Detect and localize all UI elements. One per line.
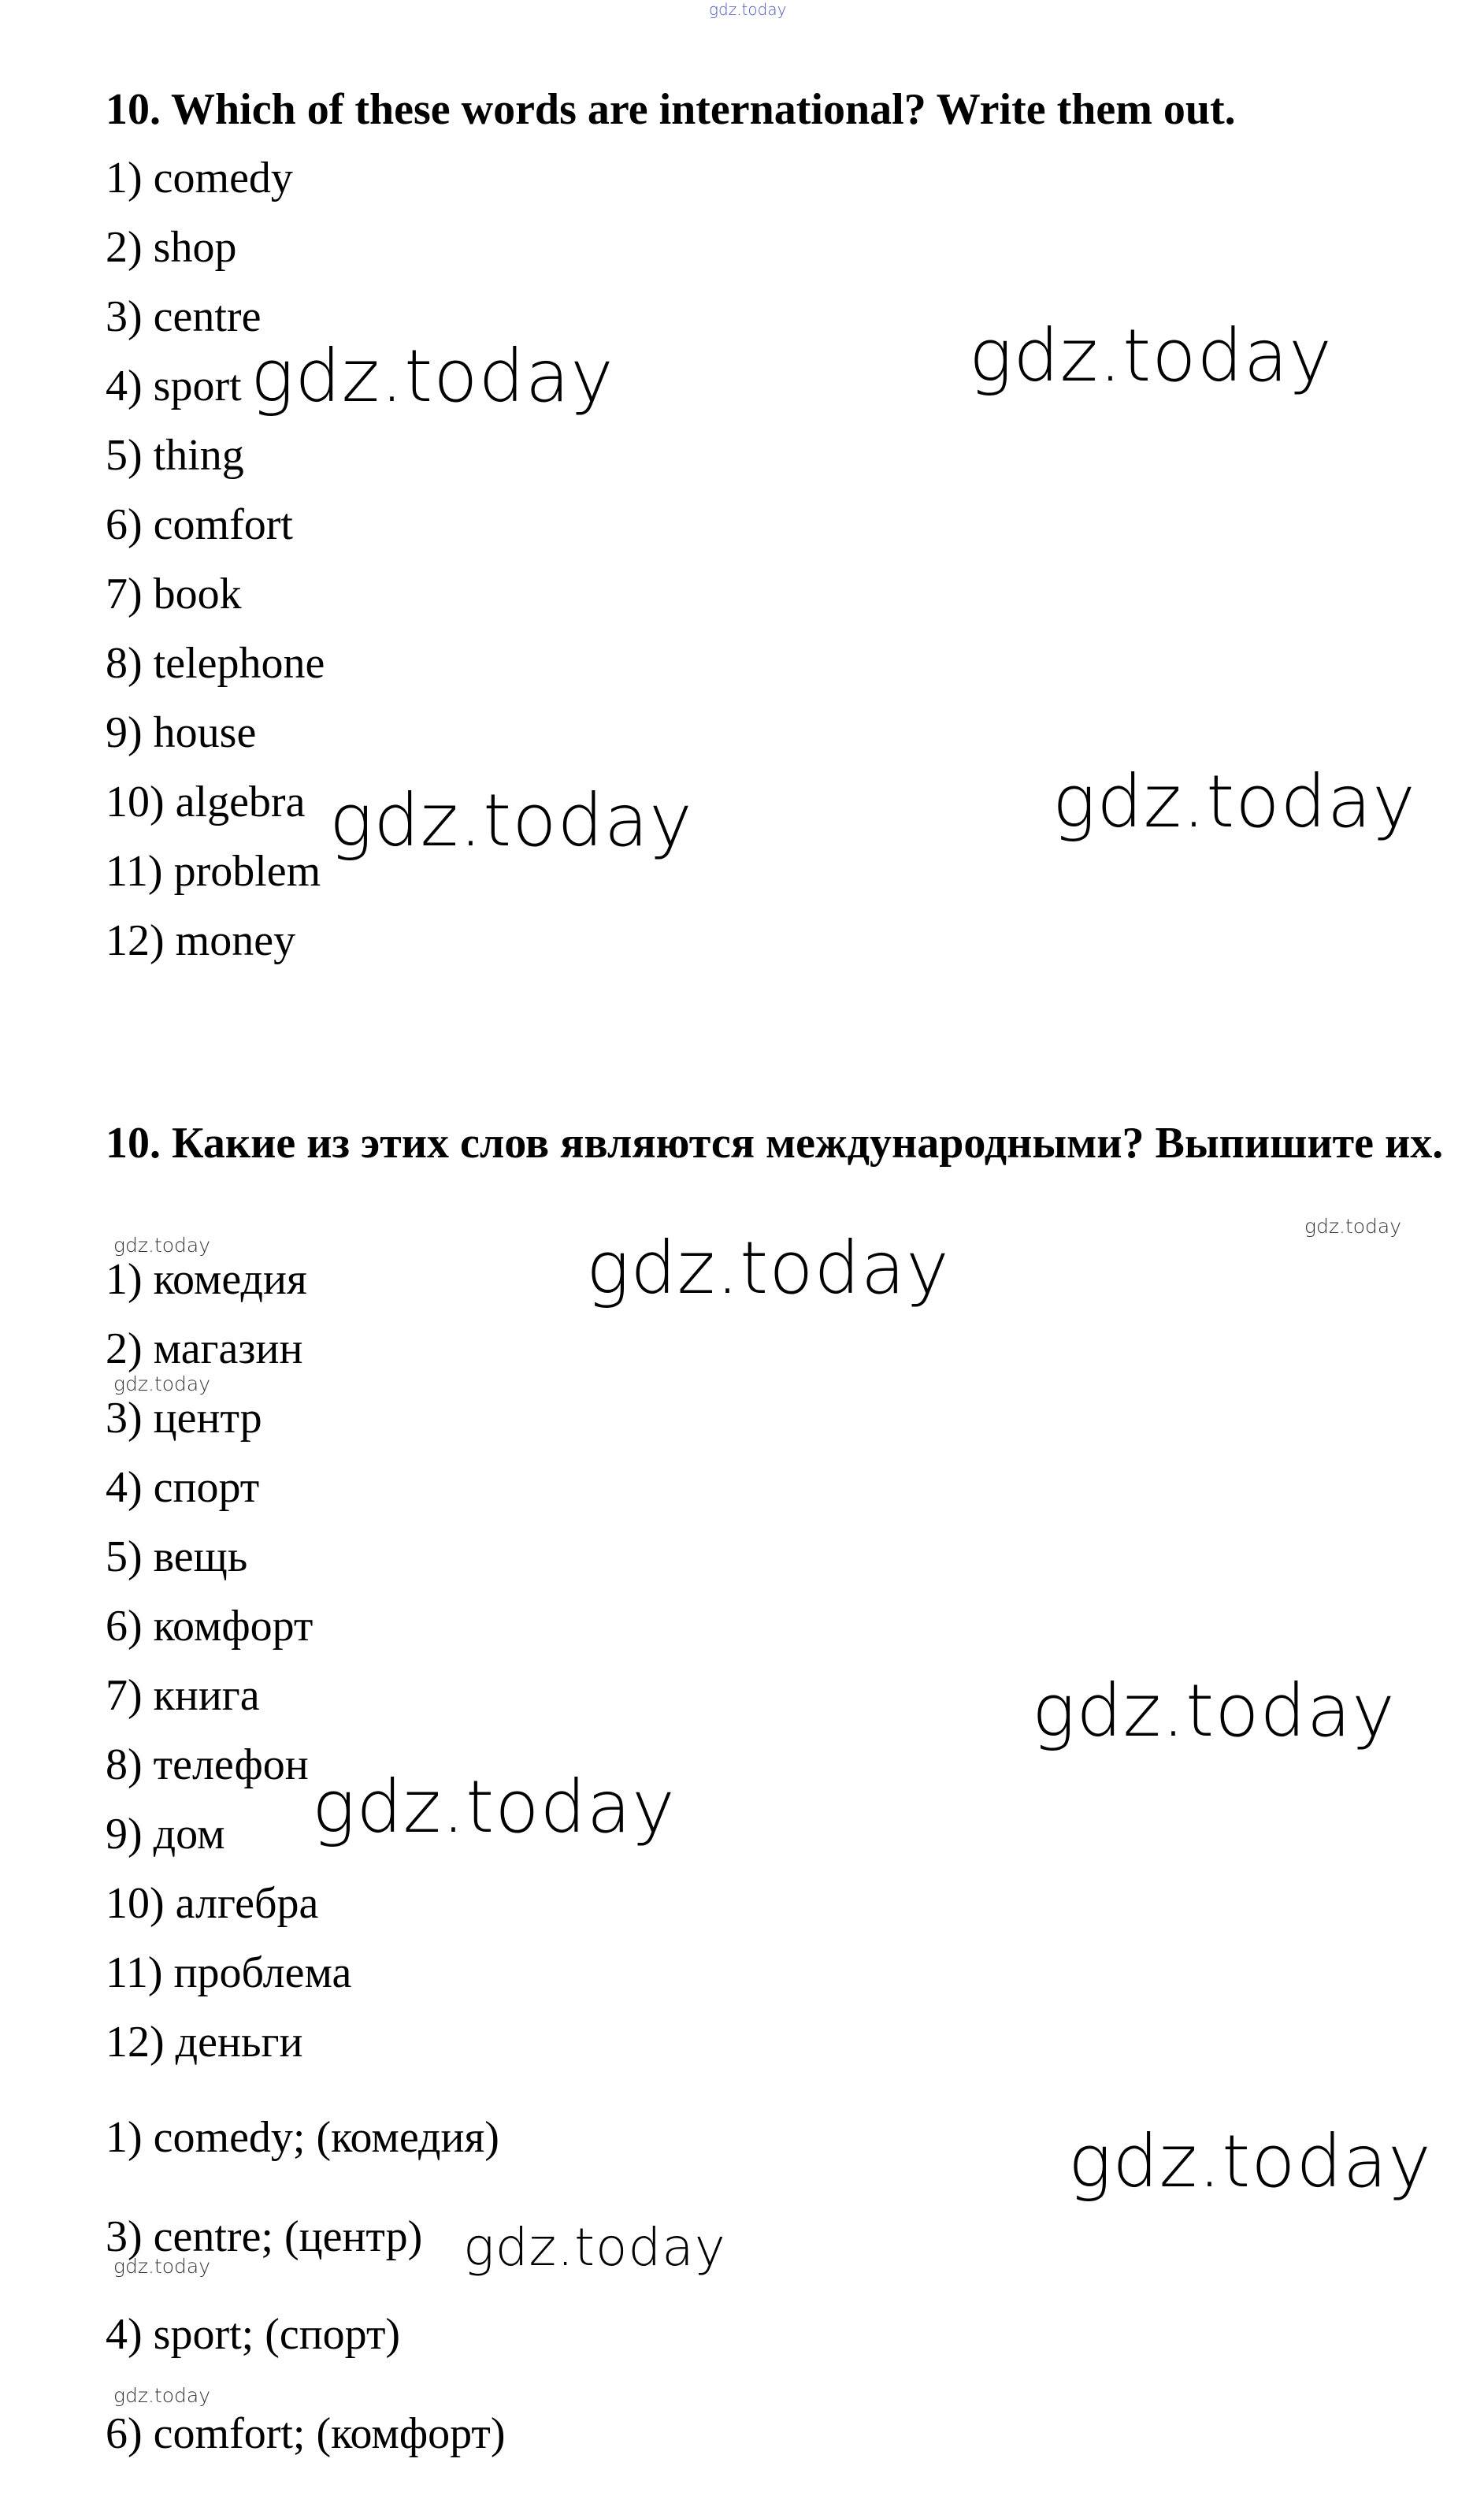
- english-word-list: [106, 143, 325, 975]
- list-item: 5) вещь: [106, 1532, 248, 1581]
- watermark: gdz.today: [969, 314, 1333, 398]
- list-item: 5) thing: [106, 431, 244, 480]
- watermark: gdz.today: [113, 1372, 211, 1395]
- answer-item: 4) sport; (спорт): [106, 2310, 401, 2359]
- list-item: 12) money: [106, 916, 296, 965]
- watermark: gdz.today: [1052, 759, 1416, 844]
- list-item: 4) sport: [106, 362, 242, 410]
- list-item: 10) алгебра: [106, 1879, 319, 1928]
- watermark: gdz.today: [113, 2384, 211, 2407]
- list-item: 7) книга: [106, 1671, 260, 1720]
- list-item: 12) деньги: [106, 2018, 303, 2067]
- list-item: 11) проблема: [106, 1948, 352, 1997]
- answer-item: 3) centre; (центр): [106, 2212, 423, 2261]
- list-item: 9) дом: [106, 1810, 225, 1859]
- watermark: gdz.today: [329, 778, 693, 863]
- watermark: gdz.today: [1032, 1669, 1396, 1753]
- list-item: 10) algebra: [106, 778, 306, 826]
- list-item: 7) book: [106, 570, 242, 618]
- list-item: 11) problem: [106, 847, 321, 896]
- russian-heading: 10. Какие из этих слов являются международными? Выпишите их.: [106, 1119, 1444, 1168]
- watermark: gdz.today: [113, 2255, 211, 2278]
- list-item: 8) telephone: [106, 639, 325, 688]
- watermark: gdz.today: [312, 1765, 676, 1849]
- list-item: 8) телефон: [106, 1740, 309, 1789]
- list-item: 6) комфорт: [106, 1602, 313, 1651]
- list-item: 2) магазин: [106, 1324, 303, 1373]
- list-item: 2) shop: [106, 223, 237, 272]
- watermark-top: gdz.today: [709, 0, 787, 19]
- watermark: gdz.today: [250, 334, 614, 418]
- list-item: 1) комедия: [106, 1255, 307, 1304]
- watermark: gdz.today: [586, 1226, 950, 1310]
- russian-word-list: [106, 1245, 351, 2077]
- list-item: 6) comfort: [106, 500, 293, 549]
- answer-item: 1) comedy; (комедия): [106, 2113, 499, 2162]
- watermark: gdz.today: [1068, 2119, 1432, 2204]
- list-item: 3) centre: [106, 292, 262, 341]
- english-heading: 10. Which of these words are international? Write them out.: [106, 85, 1236, 134]
- answer-item: 6) comfort; (комфорт): [106, 2409, 506, 2458]
- watermark: gdz.today: [463, 2217, 726, 2278]
- watermark: gdz.today: [113, 1234, 211, 1257]
- watermark: gdz.today: [1304, 1215, 1402, 1238]
- list-item: 9) house: [106, 708, 257, 757]
- list-item: 3) центр: [106, 1394, 262, 1443]
- list-item: 4) спорт: [106, 1463, 260, 1512]
- list-item: 1) comedy: [106, 154, 293, 202]
